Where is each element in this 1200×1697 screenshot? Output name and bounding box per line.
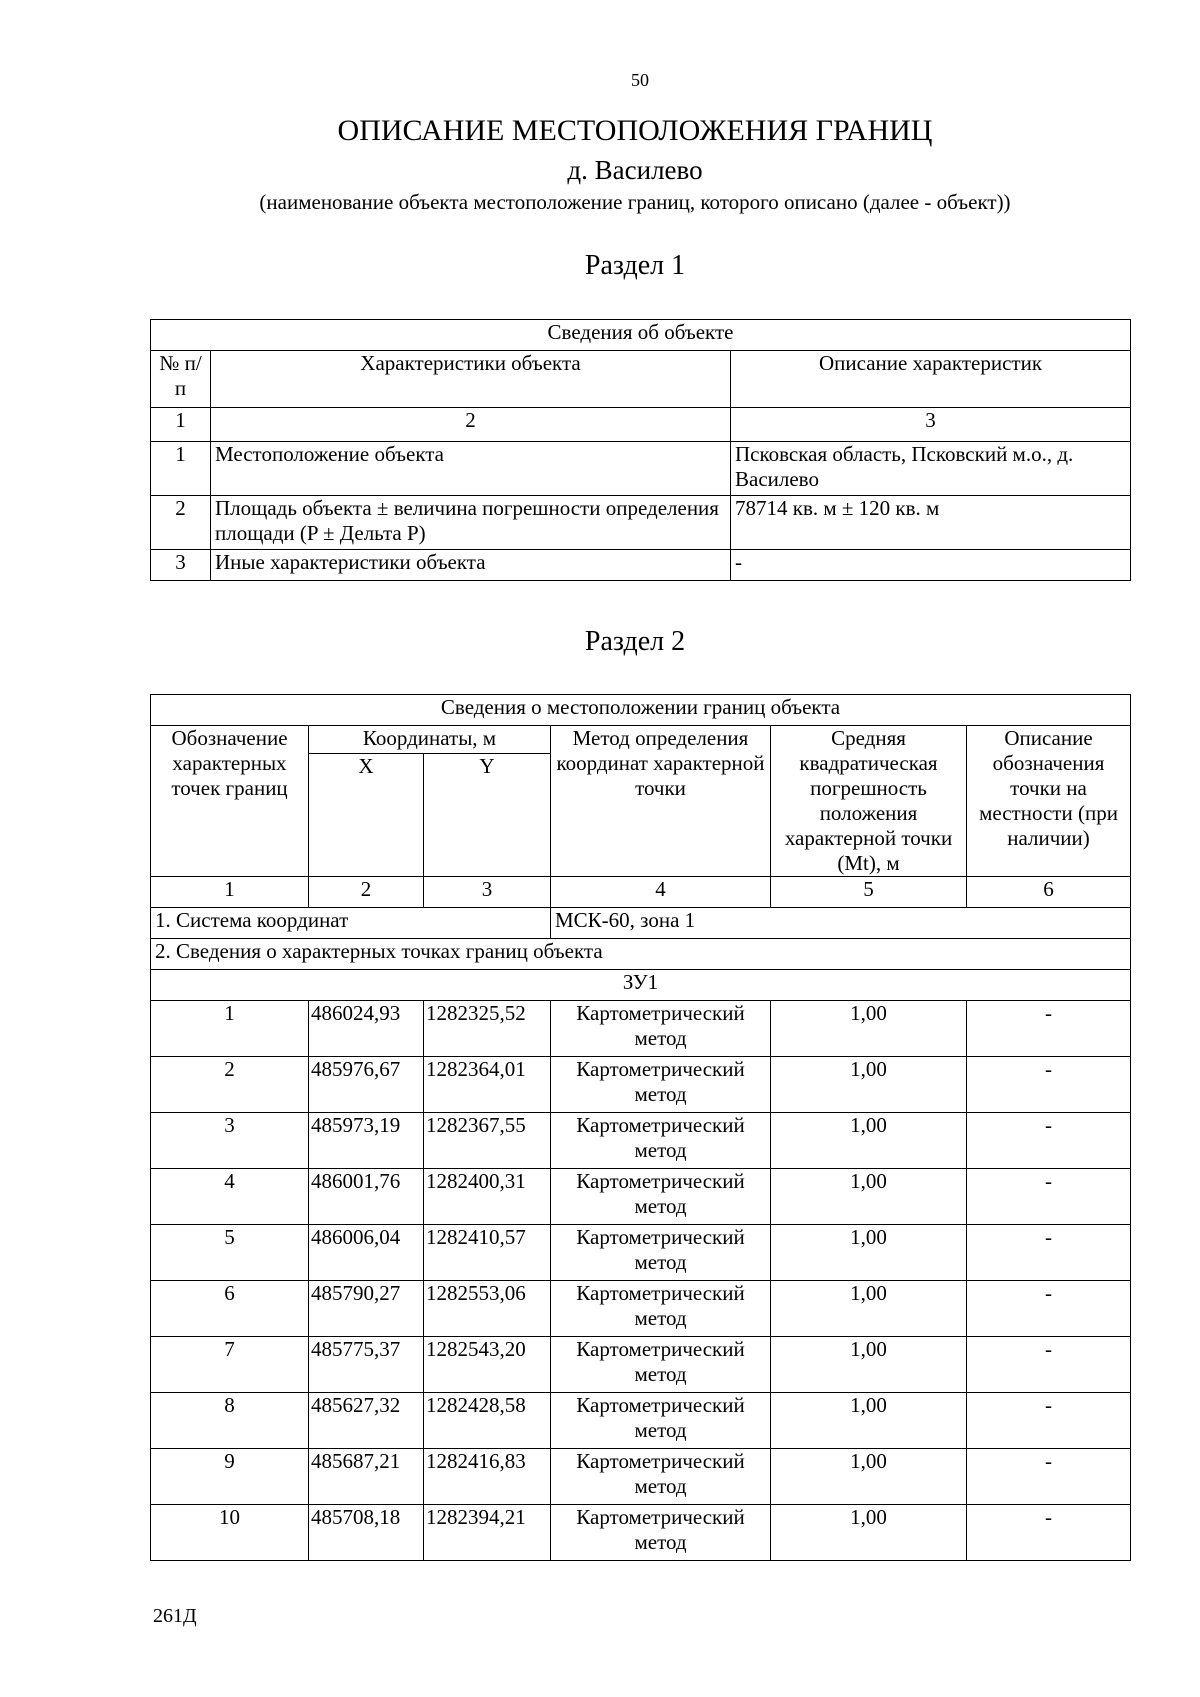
row-number: 3 — [151, 550, 211, 581]
point-number: 6 — [151, 1281, 309, 1337]
point-x: 485627,32 — [309, 1393, 424, 1449]
col-number: 6 — [967, 877, 1131, 908]
table-row — [151, 1169, 1131, 1225]
section2-title: Раздел 2 — [584, 626, 686, 657]
point-y: 1282367,55 — [424, 1113, 551, 1169]
point-y: 1282394,21 — [424, 1505, 551, 1561]
point-mt: 1,00 — [771, 1393, 967, 1449]
point-desc: - — [967, 1057, 1131, 1113]
point-mt: 1,00 — [771, 1169, 967, 1225]
point-mt: 1,00 — [771, 1057, 967, 1113]
document-title: ОПИСАНИЕ МЕСТОПОЛОЖЕНИЯ ГРАНИЦ — [337, 114, 933, 147]
point-number: 9 — [151, 1449, 309, 1505]
point-method: Картометрический метод — [551, 1225, 771, 1281]
point-mt: 1,00 — [771, 1001, 967, 1057]
point-desc: - — [967, 1113, 1131, 1169]
object-info-table — [150, 319, 1131, 581]
header-y: Y — [424, 753, 551, 876]
point-number: 4 — [151, 1169, 309, 1225]
col-number: 4 — [551, 877, 771, 908]
boundary-points-table — [150, 694, 1131, 1561]
table1-title: Сведения об объекте — [151, 320, 1131, 351]
col-number: 3 — [424, 877, 551, 908]
point-desc: - — [967, 1505, 1131, 1561]
point-method: Картометрический метод — [551, 1393, 771, 1449]
point-x: 485687,21 — [309, 1449, 424, 1505]
row-characteristic: Местоположение объекта — [211, 442, 731, 496]
point-y: 1282410,57 — [424, 1225, 551, 1281]
col-number: 5 — [771, 877, 967, 908]
point-x: 486024,93 — [309, 1001, 424, 1057]
coordinate-system-label: 1. Система координат — [151, 908, 551, 939]
header-point: Обозначение характерных точек границ — [151, 726, 309, 877]
row-description: 78714 кв. м ± 120 кв. м — [731, 496, 1131, 550]
table-row — [151, 442, 1131, 496]
point-number: 7 — [151, 1337, 309, 1393]
header-method: Метод определения координат характерной точки — [551, 726, 771, 877]
table2-title: Сведения о местоположении границ объекта — [151, 695, 1131, 726]
header-error: Средняя квадратическая погрешность положения характерной точки (Mt), м — [771, 726, 967, 877]
table-row — [151, 550, 1131, 581]
table-row — [151, 1225, 1131, 1281]
point-mt: 1,00 — [771, 1225, 967, 1281]
table-row — [151, 1113, 1131, 1169]
header-characteristic: Характеристики объекта — [211, 351, 731, 408]
row-description: - — [731, 550, 1131, 581]
table-row — [151, 1505, 1131, 1561]
point-mt: 1,00 — [771, 1449, 967, 1505]
header-coords: Координаты, м — [309, 726, 551, 754]
point-method: Картометрический метод — [551, 1001, 771, 1057]
point-x: 485775,37 — [309, 1337, 424, 1393]
object-name: д. Василево — [567, 155, 703, 185]
point-method: Картометрический метод — [551, 1281, 771, 1337]
point-y: 1282416,83 — [424, 1449, 551, 1505]
point-number: 8 — [151, 1393, 309, 1449]
point-number: 5 — [151, 1225, 309, 1281]
point-method: Картометрический метод — [551, 1449, 771, 1505]
point-x: 486006,04 — [309, 1225, 424, 1281]
point-y: 1282325,52 — [424, 1001, 551, 1057]
point-mt: 1,00 — [771, 1337, 967, 1393]
point-desc: - — [967, 1337, 1131, 1393]
row-number: 1 — [151, 442, 211, 496]
parcel-label: ЗУ1 — [151, 970, 1131, 1001]
table-row — [151, 1337, 1131, 1393]
table-row — [151, 1393, 1131, 1449]
table-row — [151, 1001, 1131, 1057]
point-x: 486001,76 — [309, 1169, 424, 1225]
point-x: 485976,67 — [309, 1057, 424, 1113]
point-desc: - — [967, 1001, 1131, 1057]
row-characteristic: Площадь объекта ± величина погрешности определения площади (P ± Дельта P) — [211, 496, 731, 550]
object-caption: (наименование объекта местоположение границ, которого описано (далее - объект)) — [259, 190, 1011, 214]
page-number: 50 — [631, 70, 649, 90]
points-label: 2. Сведения о характерных точках границ объекта — [151, 939, 1131, 970]
header-desc: Описание обозначения точки на местности (при наличии) — [967, 726, 1131, 877]
header-x: X — [309, 753, 424, 876]
point-number: 3 — [151, 1113, 309, 1169]
point-desc: - — [967, 1449, 1131, 1505]
row-description: Псковская область, Псковский м.о., д. Василево — [731, 442, 1131, 496]
point-y: 1282400,31 — [424, 1169, 551, 1225]
point-desc: - — [967, 1169, 1131, 1225]
point-desc: - — [967, 1281, 1131, 1337]
header-number: № п/п — [151, 351, 211, 408]
point-x: 485790,27 — [309, 1281, 424, 1337]
table-row — [151, 1281, 1131, 1337]
col-number: 1 — [151, 408, 211, 442]
point-y: 1282428,58 — [424, 1393, 551, 1449]
point-number: 1 — [151, 1001, 309, 1057]
footer-code: 261Д — [153, 1605, 197, 1627]
col-number: 1 — [151, 877, 309, 908]
table-row — [151, 1057, 1131, 1113]
point-mt: 1,00 — [771, 1113, 967, 1169]
col-number: 2 — [211, 408, 731, 442]
point-mt: 1,00 — [771, 1505, 967, 1561]
point-method: Картометрический метод — [551, 1169, 771, 1225]
section1-title: Раздел 1 — [584, 250, 686, 281]
coordinate-system-value: МСК-60, зона 1 — [551, 908, 1131, 939]
point-y: 1282553,06 — [424, 1281, 551, 1337]
point-number: 10 — [151, 1505, 309, 1561]
point-method: Картометрический метод — [551, 1113, 771, 1169]
point-mt: 1,00 — [771, 1281, 967, 1337]
table-row — [151, 1449, 1131, 1505]
point-y: 1282543,20 — [424, 1337, 551, 1393]
point-x: 485708,18 — [309, 1505, 424, 1561]
point-desc: - — [967, 1225, 1131, 1281]
point-number: 2 — [151, 1057, 309, 1113]
col-number: 3 — [731, 408, 1131, 442]
row-characteristic: Иные характеристики объекта — [211, 550, 731, 581]
point-method: Картометрический метод — [551, 1337, 771, 1393]
point-method: Картометрический метод — [551, 1505, 771, 1561]
point-method: Картометрический метод — [551, 1057, 771, 1113]
point-x: 485973,19 — [309, 1113, 424, 1169]
col-number: 2 — [309, 877, 424, 908]
table-row — [151, 496, 1131, 550]
point-desc: - — [967, 1393, 1131, 1449]
row-number: 2 — [151, 496, 211, 550]
header-description: Описание характеристик — [731, 351, 1131, 408]
point-y: 1282364,01 — [424, 1057, 551, 1113]
